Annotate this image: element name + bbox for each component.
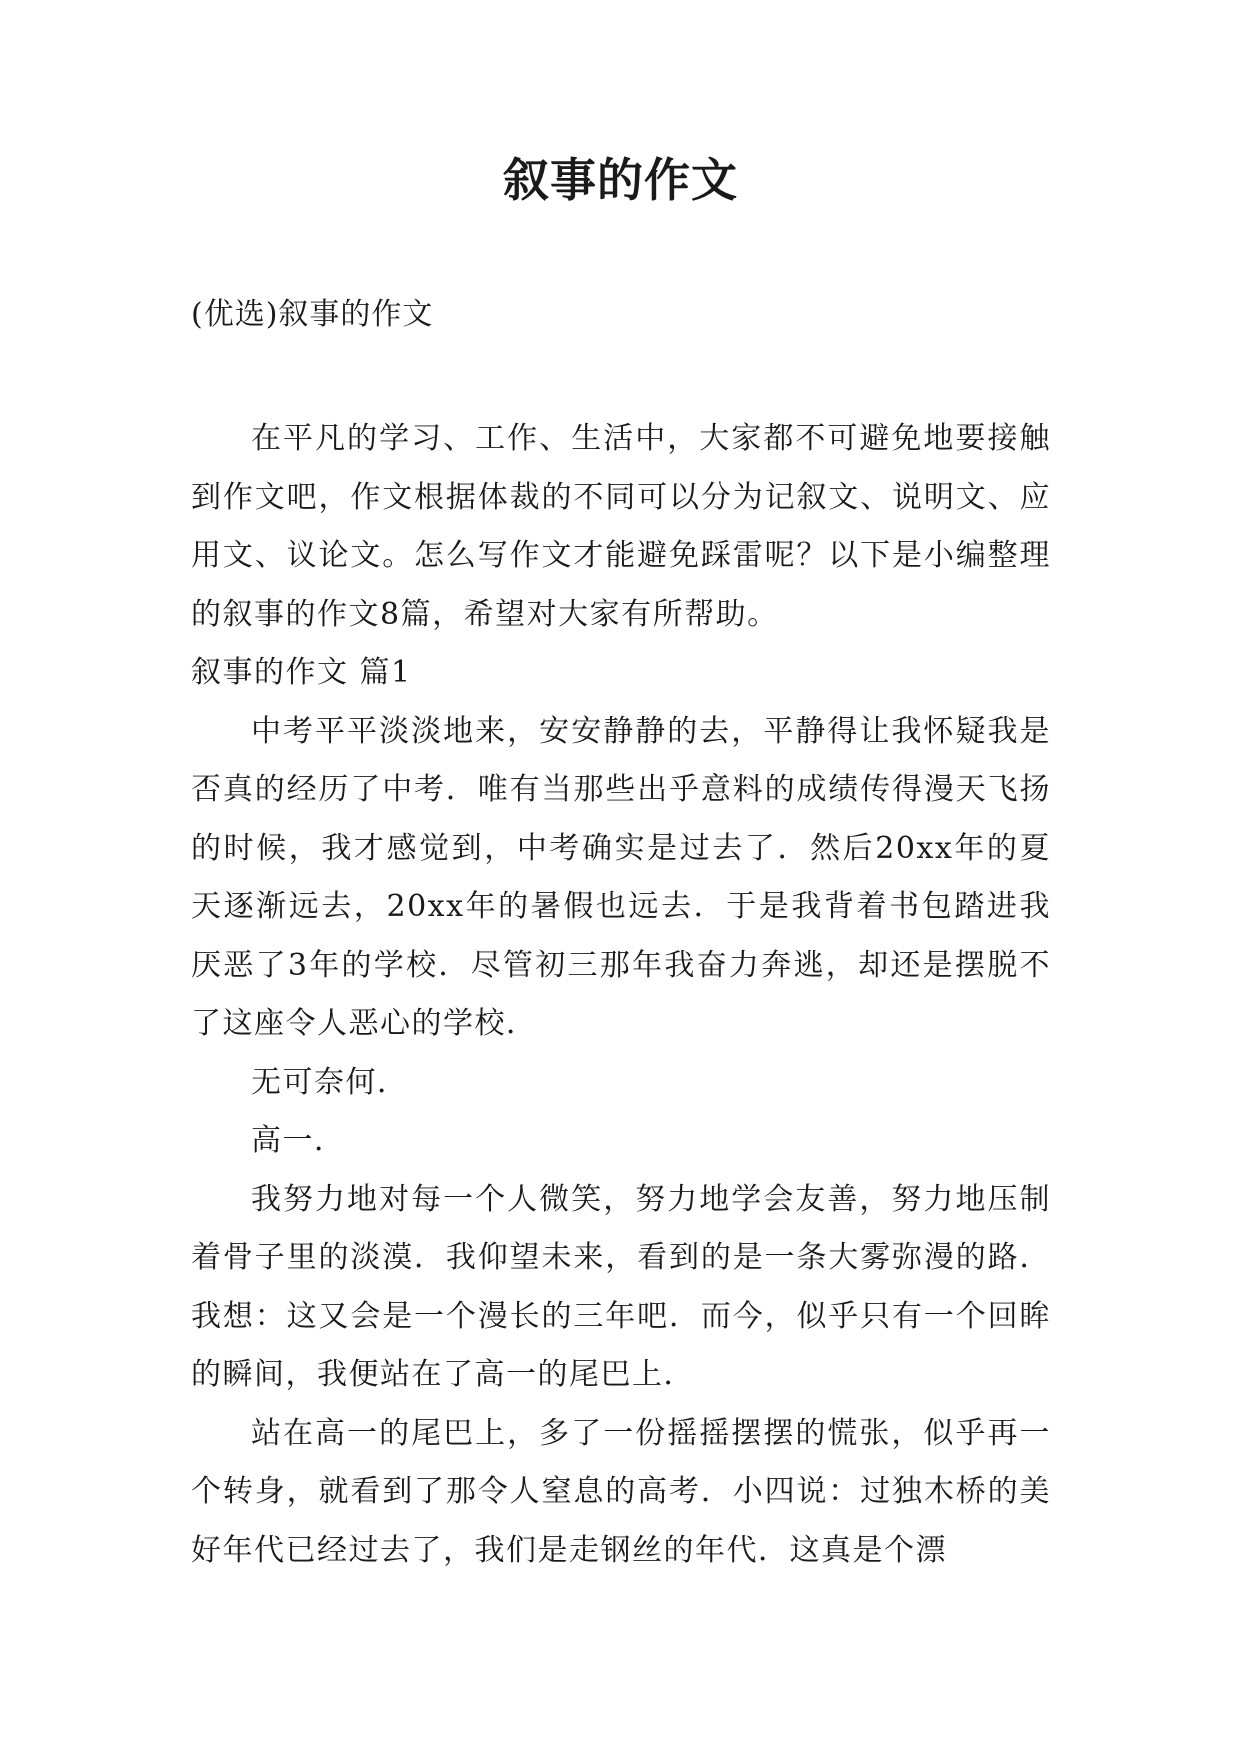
section-heading: 叙事的作文 篇1: [191, 655, 412, 690]
document-subtitle: (优选)叙事的作文: [191, 297, 434, 332]
body-paragraph: 我努力地对每一个人微笑，努力地学会友善，努力地压制着骨子里的淡漠．我仰望未来，看到的是一条大雾弥漫的路．我想：这又会是一个漫长的三年吧．而今，似乎只有一个回眸的瞬间，我便站在了高一的尾巴上．: [191, 1181, 1051, 1392]
intro-paragraph: 在平凡的学习、工作、生活中，大家都不可避免地要接触到作文吧，作文根据体裁的不同可以分为记叙文、说明文、应用文、议论文。怎么写作文才能避免踩雷呢？以下是小编整理的叙事的作文8篇，希望对大家有所帮助。: [191, 421, 1051, 632]
document-title: 叙事的作文: [503, 153, 738, 207]
body-paragraph: 无可奈何．: [251, 1064, 409, 1100]
body-paragraph: 站在高一的尾巴上，多了一份摇摇摆摆的慌张，似乎再一个转身，就看到了那令人窒息的高考．小四说：过独木桥的美好年代已经过去了，我们是走钢丝的年代．这真是个漂: [191, 1415, 1051, 1568]
document-body: [191, 410, 1051, 1580]
body-paragraph: 高一．: [251, 1123, 346, 1158]
body-paragraph: 中考平平淡淡地来，安安静静的去，平静得让我怀疑我是否真的经历了中考．唯有当那些出乎意料的成绩传得漫天飞扬的时候，我才感觉到，中考确实是过去了．然后20xx年的夏天逐渐远去，20xx年的暑假也远去．于是我背着书包踏进我厌恶了3年的学校．尽管初三那年我奋力奔逃，却还是摆脱不了这座令人恶心的学校．: [191, 713, 1051, 1041]
